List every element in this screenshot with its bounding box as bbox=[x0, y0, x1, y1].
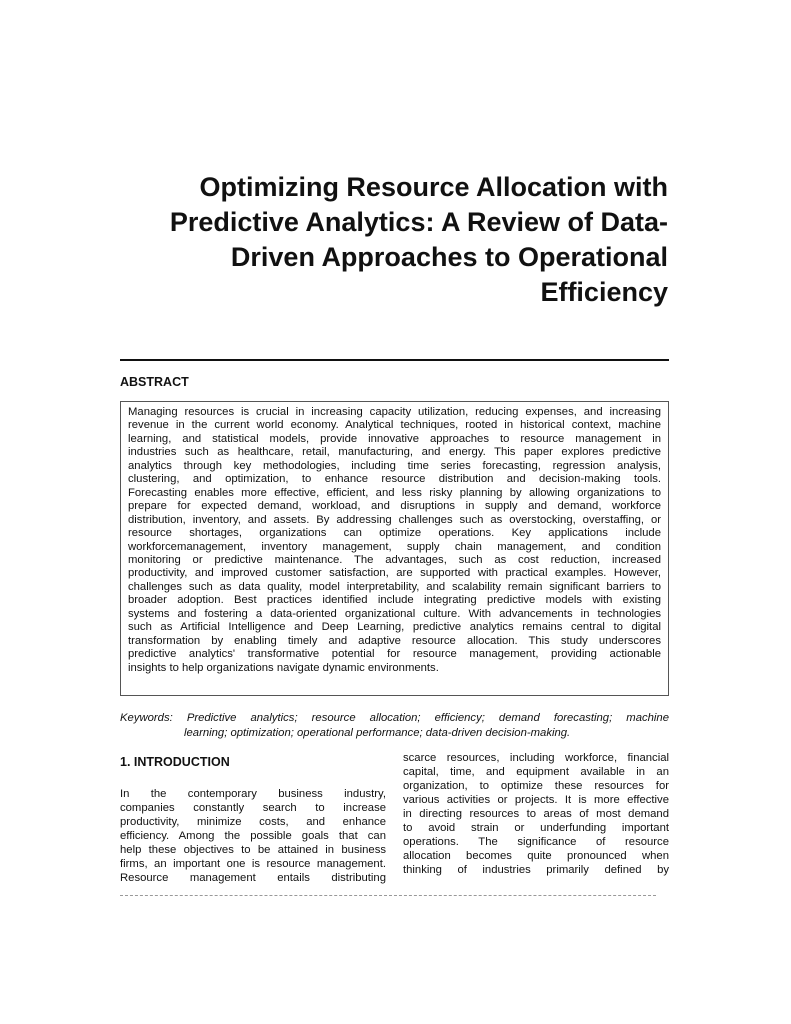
text-line: resource shortages, organizations can optimize operations. Key applications include bbox=[128, 527, 661, 540]
text-line: In the contemporary business industry, bbox=[120, 788, 386, 800]
text-line: insights to help organizations navigate dynamic environments. bbox=[128, 661, 439, 674]
text-line: transformation by enabling timely and adaptive resource allocation. This study underscores bbox=[128, 634, 661, 647]
text-line: efficiency. Among the possible goals that can bbox=[120, 830, 386, 842]
title-line: Predictive Analytics: A Review of Data- bbox=[169, 207, 668, 237]
footnote-divider bbox=[120, 895, 656, 896]
text-line: firms, an important one is resource management. bbox=[120, 858, 386, 870]
text-line: to avoid strain or underfunding important bbox=[403, 822, 669, 834]
text-line: analytics through key methodologies, including time series forecasting, regression analysis, bbox=[128, 459, 661, 472]
intro-right-column bbox=[403, 751, 669, 877]
text-line: broader adoption. Best practices identified include integrating predictive models with existing bbox=[128, 594, 661, 607]
text-line: thinking of industries primarily defined by bbox=[403, 864, 669, 876]
abstract-box bbox=[120, 401, 669, 696]
text-line: Managing resources is crucial in increasing capacity utilization, reducing expenses, and increasing bbox=[128, 406, 661, 418]
text-line: workforcemanagement, inventory management, supply chain management, and condition bbox=[128, 540, 661, 553]
text-line: productivity, and improved customer satisfaction, are supported with practical examples. However, bbox=[128, 567, 661, 580]
text-line: capital, time, and equipment available in an bbox=[403, 766, 669, 778]
text-line: help these objectives to be attained in business bbox=[120, 844, 386, 856]
keywords-line: Keywords: Predictive analytics; resource allocation; efficiency; demand forecasting; machine bbox=[120, 712, 669, 724]
title-divider bbox=[120, 359, 669, 361]
text-line: Resource management entails distributing bbox=[120, 872, 386, 884]
abstract-heading: ABSTRACT bbox=[120, 375, 189, 389]
title-line: Efficiency bbox=[540, 277, 668, 307]
section-heading: 1. INTRODUCTION bbox=[120, 755, 230, 769]
keywords-line: learning; optimization; operational performance; data-driven decision-making. bbox=[184, 727, 571, 740]
intro-left-column bbox=[120, 755, 386, 885]
text-line: systems and fostering a data-oriented organizational culture. With advancements in technologies bbox=[128, 607, 661, 620]
text-line: allocation becomes quite pronounced when bbox=[403, 850, 669, 862]
text-line: operations. The significance of resource bbox=[403, 836, 669, 848]
text-line: Forecasting enables more effective, efficient, and less risky planning by allowing organizations to bbox=[128, 486, 661, 499]
text-line: industries such as healthcare, retail, manufacturing, and energy. This paper explores predictive bbox=[128, 446, 661, 459]
text-line: revenue in the current world economy. Analytical techniques, rooted in historical context, machine bbox=[128, 419, 661, 432]
text-line: distribution, inventory, and assets. By addressing challenges such as overstocking, overstaffing, or bbox=[128, 513, 661, 526]
text-line: challenges such as data quality, model interpretability, and scalability remain significant barriers to bbox=[128, 580, 661, 593]
keywords bbox=[120, 712, 669, 741]
paper-title bbox=[110, 170, 668, 310]
text-line: monitoring or predictive maintenance. The advantages, such as cost reduction, increased bbox=[128, 553, 661, 566]
text-line: various activities or projects. It is more effective bbox=[403, 794, 669, 806]
title-line: Optimizing Resource Allocation with bbox=[199, 172, 668, 202]
text-line: clustering, and optimization, to enhance resource distribution and decision-making tools. bbox=[128, 473, 661, 486]
text-line: organization, to optimize these resources for bbox=[403, 780, 669, 792]
text-line: such as Artificial Intelligence and Deep Learning, predictive analytics remains central to digital bbox=[128, 621, 661, 634]
text-line: learning, and statistical models, provide innovative approaches to resource management in bbox=[128, 432, 661, 445]
text-line: scarce resources, including workforce, financial bbox=[403, 752, 669, 764]
text-line: productivity, minimize costs, and enhance bbox=[120, 816, 386, 828]
text-line: companies constantly search to increase bbox=[120, 802, 386, 814]
text-line: in directing resources to areas of most demand bbox=[403, 808, 669, 820]
title-line: Driven Approaches to Operational bbox=[230, 242, 668, 272]
text-line: predictive analytics' transformative potential for resource management, providing actionable bbox=[128, 648, 661, 661]
text-line: prepare for expected demand, workload, and disruptions in supply and demand, workforce bbox=[128, 500, 661, 513]
